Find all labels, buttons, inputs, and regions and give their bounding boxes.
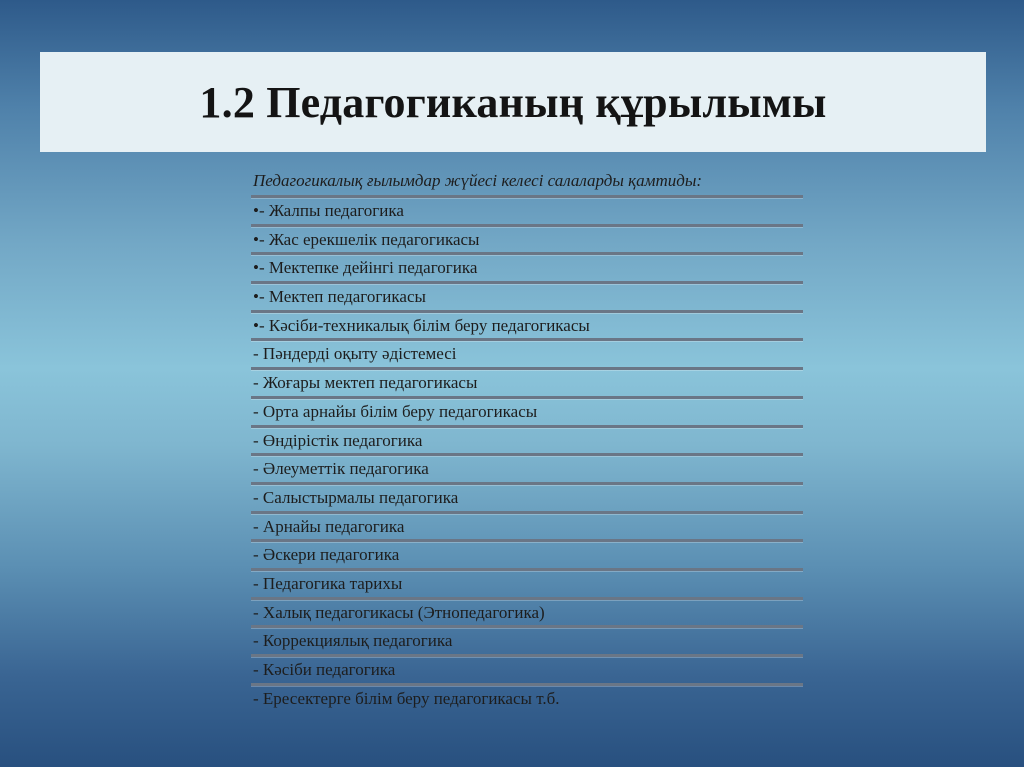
list-item: - Педагогика тарихы — [251, 571, 803, 600]
list-item: •- Мектеп педагогикасы — [251, 284, 803, 313]
list-item: - Ересектерге білім беру педагогикасы т.б. — [253, 688, 560, 708]
intro-text: Педагогикалық ғылымдар жүйесі келесі салаларды қамтиды: — [251, 167, 803, 198]
list-item: - Халық педагогикасы (Этнопедагогика) — [251, 600, 803, 629]
list-item: •- Мектепке дейінгі педагогика — [251, 255, 803, 284]
content-block — [251, 167, 803, 711]
list-item: - Өндірістік педагогика — [251, 428, 803, 457]
list-item: - Орта арнайы білім беру педагогикасы — [251, 399, 803, 428]
list-item: •- Кәсіби-техникалық білім беру педагогикасы — [251, 313, 803, 342]
list-item: - Коррекциялық педагогика — [251, 628, 803, 657]
branch-list — [251, 198, 803, 711]
list-item: - Салыстырмалы педагогика — [251, 485, 803, 514]
title-box — [40, 52, 986, 152]
slide-title: 1.2 Педагогиканың құрылымы — [199, 77, 827, 127]
list-item: - Әлеуметтік педагогика — [251, 456, 803, 485]
list-item: •- Жас ерекшелік педагогикасы — [251, 227, 803, 256]
list-item: •- Жалпы педагогика — [251, 198, 803, 227]
list-item: - Әскери педагогика — [251, 542, 803, 571]
list-item: - Арнайы педагогика — [251, 514, 803, 543]
list-item: - Кәсіби педагогика — [251, 657, 803, 686]
list-item: - Пәндерді оқыту әдістемесі — [251, 341, 803, 370]
list-item: - Жоғары мектеп педагогикасы — [251, 370, 803, 399]
